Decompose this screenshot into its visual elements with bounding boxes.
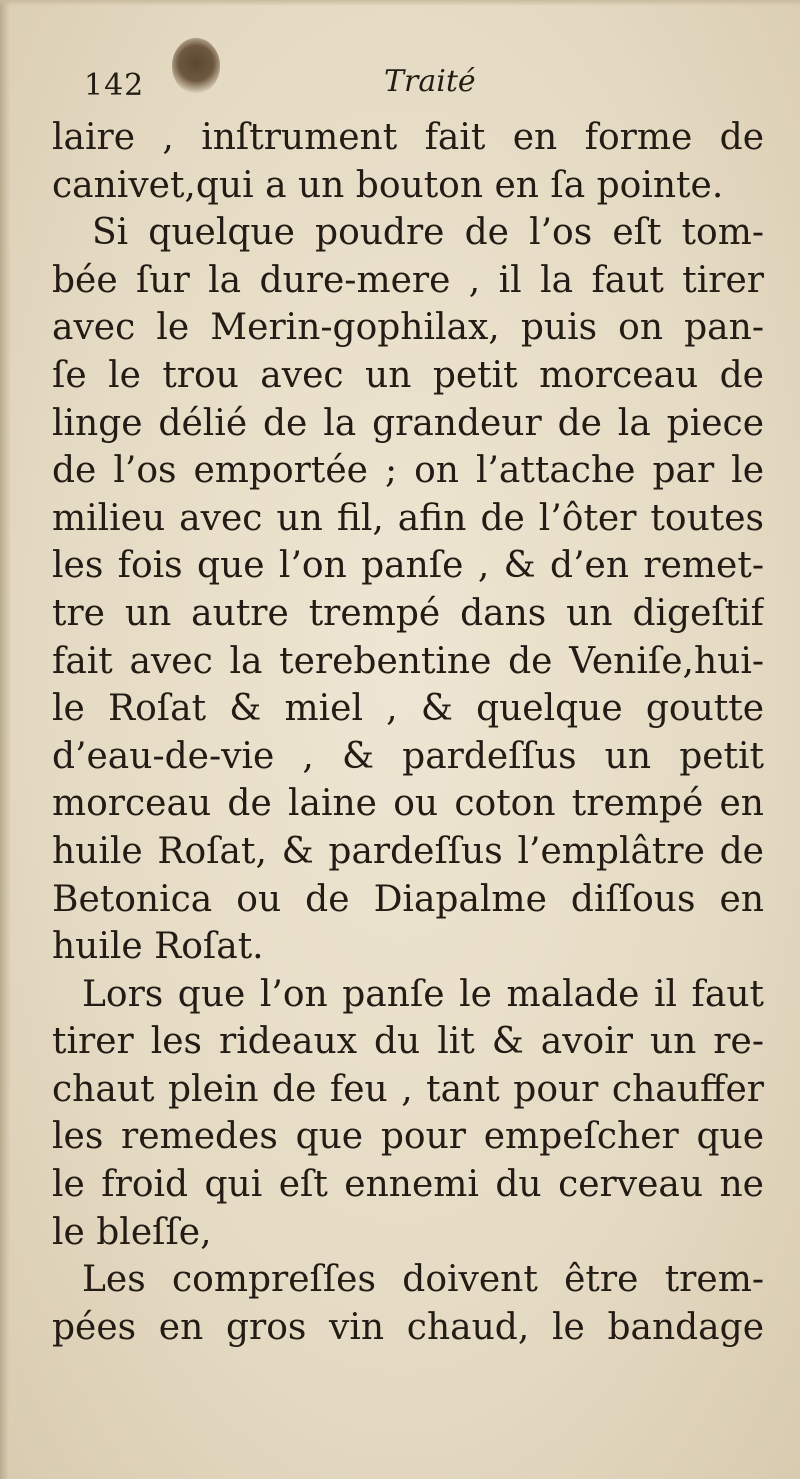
text-line: fait avec la terebentine de Veniſe,hui-	[52, 640, 764, 682]
text-line: le Roſat & miel , & quelque goutte	[52, 688, 764, 730]
text-line: chaut plein de feu , tant pour chauffer	[52, 1068, 764, 1110]
running-title: Traité	[384, 64, 476, 99]
text-line: le bleſſe,	[52, 1211, 212, 1253]
text-line: ſe le trou avec un petit morceau de	[52, 354, 764, 396]
body-text	[52, 114, 764, 1351]
text-line: huile Roſat, & pardeſſus l’emplâtre de	[52, 830, 764, 872]
text-line: bée ſur la dure-mere , il la faut tirer	[52, 259, 764, 301]
text-line: huile Roſat.	[52, 926, 264, 968]
text-line: tre un autre trempé dans un digeſtif	[52, 592, 764, 634]
text-line: tirer les rideaux du lit & avoir un re-	[52, 1021, 764, 1063]
text-line: les fois que l’on panſe , & d’en remet-	[52, 545, 764, 587]
page-number: 142	[84, 68, 145, 103]
page-edge-shadow	[0, 0, 10, 1479]
text-line: le froid qui eſt ennemi du cerveau ne	[52, 1164, 764, 1206]
text-line: milieu avec un fil, afin de l’ôter toutes	[52, 497, 764, 539]
text-line: d’eau-de-vie , & pardeſſus un petit	[52, 735, 764, 777]
text-line: Les compreſſes doivent être trem-	[82, 1259, 764, 1301]
text-line: pées en gros vin chaud, le bandage	[52, 1306, 764, 1348]
text-line: Lors que l’on panſe le malade il faut	[82, 973, 764, 1015]
text-line: laire , inſtrument fait en forme de	[52, 117, 764, 158]
page-top-shadow	[0, 0, 800, 6]
text-line: avec le Merin-gophilax, puis on pan-	[52, 307, 764, 349]
text-line: de l’os emportée ; on l’attache par le	[52, 450, 764, 492]
text-line: canivet,qui a un bouton en ſa pointe.	[52, 164, 724, 206]
text-line: linge délié de la grandeur de la piece	[52, 402, 764, 444]
text-line: Betonica ou de Diapalme diſſous en	[52, 878, 764, 920]
text-line: Si quelque poudre de l’os eſt tom-	[92, 212, 764, 254]
page-header	[84, 62, 764, 114]
text-line: morceau de laine ou coton trempé en	[52, 783, 764, 825]
text-line: les remedes que pour empeſcher que	[52, 1116, 764, 1158]
